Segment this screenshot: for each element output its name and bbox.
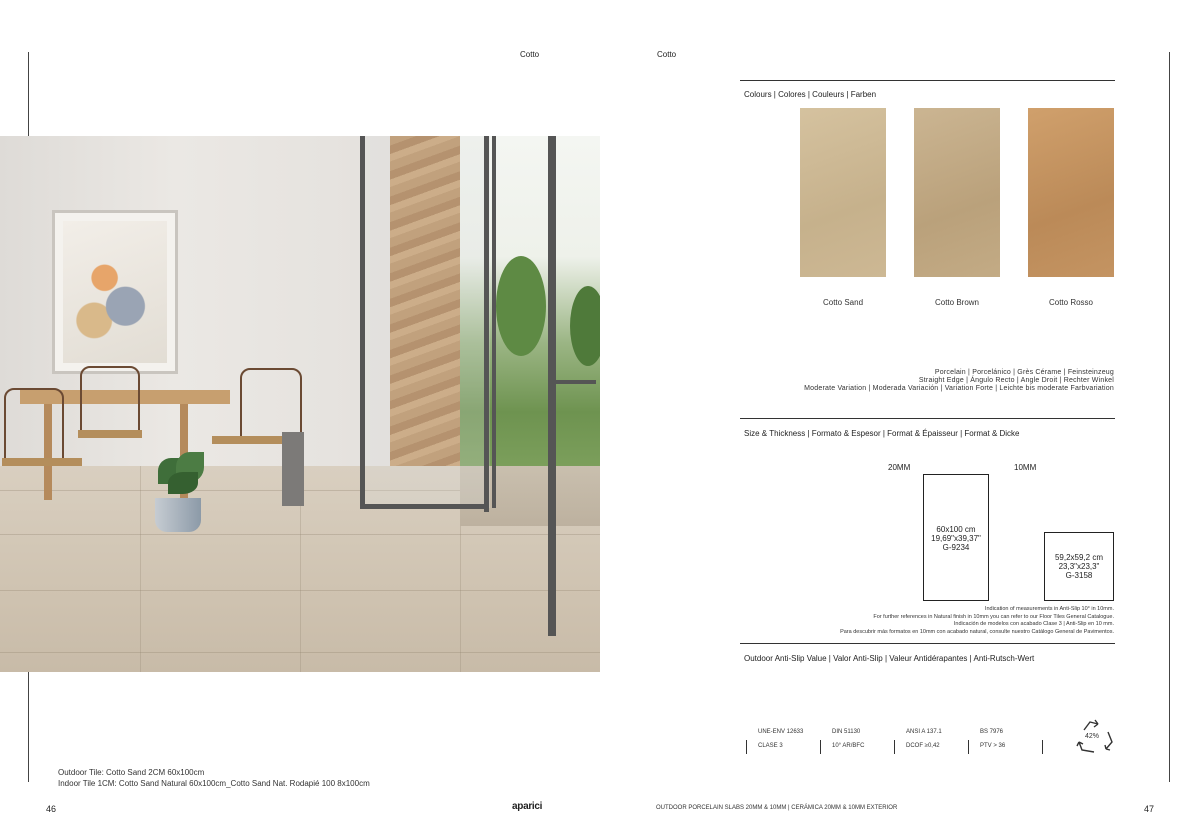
left-margin-line-bottom — [28, 672, 29, 782]
chair — [240, 368, 302, 440]
page-number-right: 47 — [1144, 804, 1155, 814]
box2-size-inch: 23,3"x23,3" — [1058, 562, 1100, 571]
colours-heading: Colours | Colores | Couleurs | Farben — [744, 90, 877, 99]
right-margin-line — [1169, 52, 1170, 782]
wall-artwork — [52, 210, 178, 374]
header-left-label: Cotto — [520, 50, 540, 59]
photo-caption-indoor: Indoor Tile 1CM: Cotto Sand Natural 60x100cm_Cotto Sand Nat. Rodapié 100 8x100cm — [58, 779, 370, 788]
swatch-label-cotto-brown: Cotto Brown — [934, 298, 980, 307]
chair — [4, 388, 64, 464]
box2-code: G-3158 — [1065, 571, 1093, 580]
page-number-left: 46 — [46, 804, 57, 814]
cert-une-value: CLASE 3 — [758, 743, 783, 749]
box1-size-cm: 60x100 cm — [936, 525, 976, 534]
plant-pot — [155, 498, 201, 532]
cert-bs-standard: BS 7976 — [980, 729, 1004, 735]
size-note-3: Indicación de modelos con acabado Clase 3 | Anti-Slip en 10 mm. — [953, 621, 1114, 627]
swatch-label-cotto-sand: Cotto Sand — [822, 298, 864, 307]
swatch-cotto-sand — [800, 108, 886, 277]
size-note-4: Para descubrir más formatos en 10mm con acabado natural, consulte nuestro Catálogo General de Pavimentos. — [840, 628, 1114, 635]
box2-size-cm: 59,2x59,2 cm — [1054, 553, 1104, 562]
cert-din-standard: DIN 51130 — [832, 729, 861, 735]
cert-din-value: 10° AR/BFC — [832, 743, 865, 749]
brand-logo: aparici — [512, 801, 543, 812]
throw-blanket — [282, 432, 304, 506]
left-margin-line — [28, 52, 29, 138]
format-box-59x59 — [1044, 532, 1114, 601]
swatch-label-cotto-rosso: Cotto Rosso — [1048, 298, 1094, 307]
size-note-1: Indication of measurements in Anti-Slip 10° in 10mm. — [984, 606, 1114, 612]
photo-caption-outdoor: Outdoor Tile: Cotto Sand 2CM 60x100cm — [58, 768, 205, 777]
spec-material: Porcelain | Porcelánico | Grès Cérame | Feinsteinzeug — [934, 369, 1114, 376]
divider-size — [740, 418, 1115, 419]
label-10mm: 10MM — [1014, 463, 1037, 472]
chair — [80, 366, 140, 434]
header-right-label: Cotto — [657, 50, 677, 59]
divider-colours — [740, 80, 1115, 81]
divider-antislip — [740, 643, 1115, 644]
format-box-60x100 — [923, 474, 989, 601]
footer-tagline: OUTDOOR PORCELAIN SLABS 20MM & 10MM | CERÁMICA 20MM & 10MM EXTERIOR — [656, 805, 898, 811]
spec-variation: Moderate Variation | Moderada Variación | Variation Forte | Leichte bis moderate Farbvariation — [804, 385, 1114, 392]
size-note-2: For further references in Natural finish in 10mm you can refer to our Floor Tiles General Catalogue. — [873, 613, 1114, 620]
interior-photo — [0, 136, 600, 672]
size-notes — [794, 606, 1114, 636]
label-20mm: 20MM — [888, 463, 911, 472]
cert-bs-value: PTV > 36 — [980, 743, 1006, 749]
spec-edge: Straight Edge | Ángulo Recto | Angle Droit | Rechter Winkel — [918, 377, 1114, 384]
cert-une-standard: UNE-ENV 12633 — [758, 729, 804, 735]
size-heading: Size & Thickness | Formato & Espesor | Format & Épaisseur | Format & Dicke — [744, 429, 1020, 438]
swatch-cotto-rosso — [1028, 108, 1114, 277]
swatch-cotto-brown — [914, 108, 1000, 277]
recycled-percent: 42% — [1085, 733, 1100, 740]
antislip-heading: Outdoor Anti-Slip Value | Valor Anti-Slip | Valeur Antidérapantes | Anti-Rutsch-Wert — [744, 654, 1035, 663]
box1-size-inch: 19,69"x39,37" — [931, 534, 981, 543]
cert-ansi-standard: ANSI A 137.1 — [906, 729, 942, 735]
box1-code: G-9234 — [942, 543, 970, 552]
cert-ansi-value: DCOF ≥0,42 — [906, 743, 940, 749]
